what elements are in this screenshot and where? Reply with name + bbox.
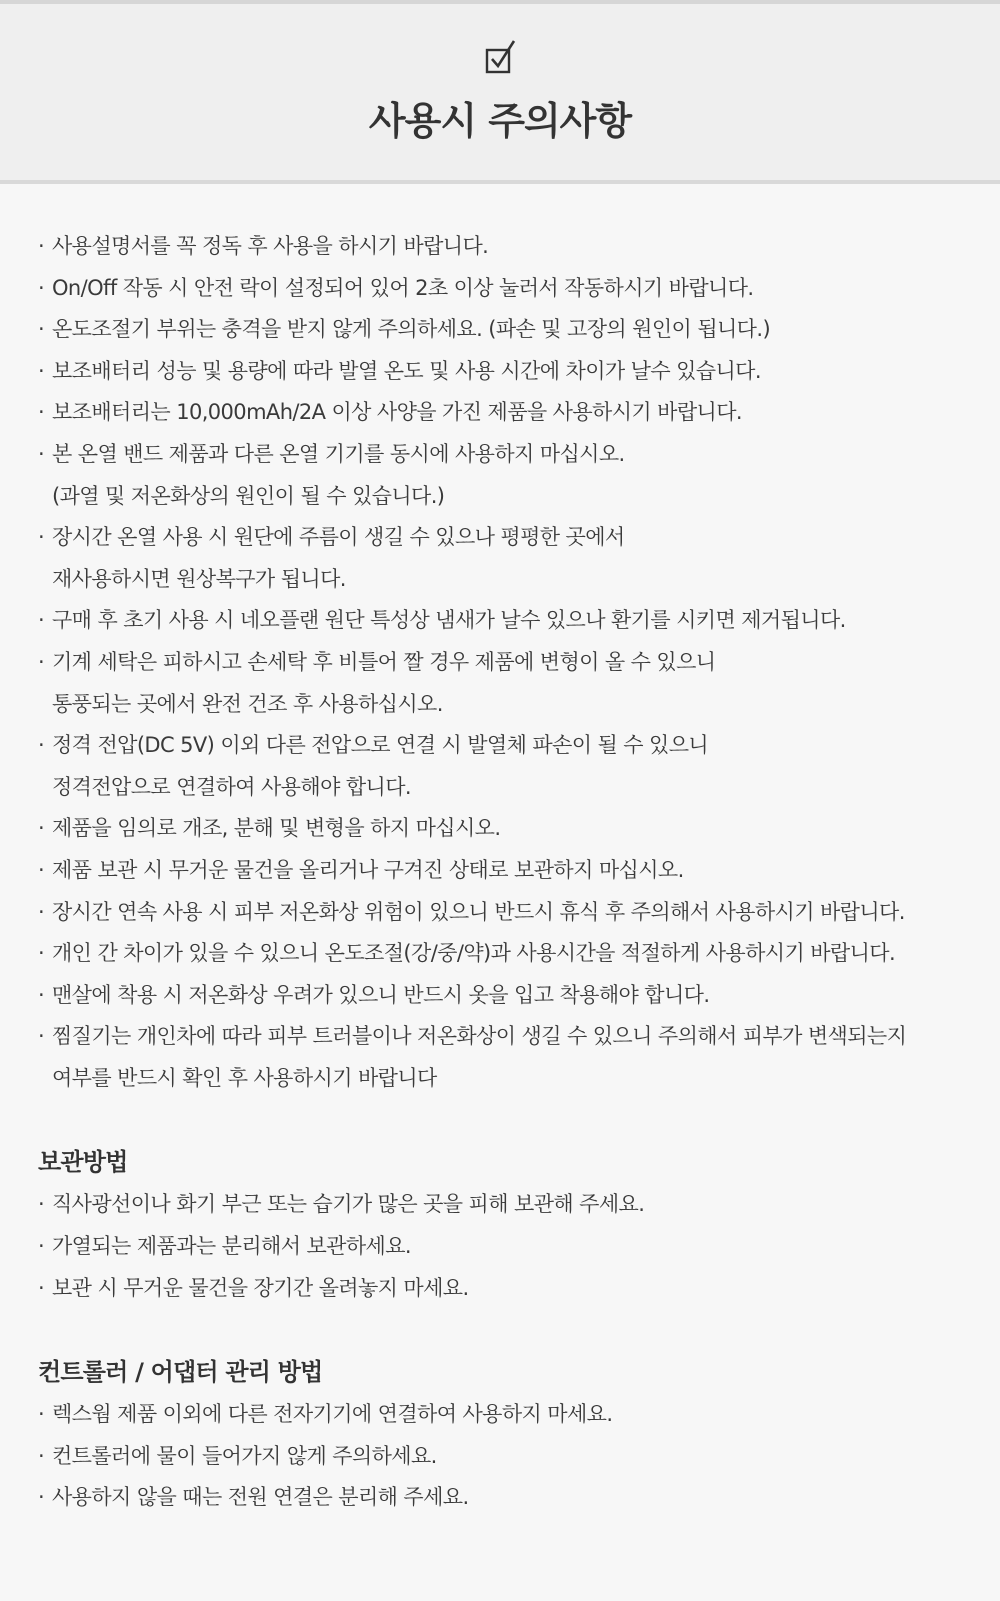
precaution-item <box>38 808 970 850</box>
bullet-mark: · <box>38 1275 45 1300</box>
bullet-mark: · <box>38 1234 45 1259</box>
bullet-mark: · <box>38 358 45 383</box>
item-line: 제품 보관 시 무거운 물건을 올리거나 구겨진 상태로 보관하지 마십시오. <box>52 857 684 882</box>
item-line: 기계 세탁은 피하시고 손세탁 후 비틀어 짤 경우 제품에 변형이 올 수 있으니 <box>52 649 716 674</box>
item-text <box>52 642 715 725</box>
item-text <box>52 892 905 934</box>
bullet-mark: · <box>38 816 45 841</box>
precaution-item <box>38 600 970 642</box>
content-body <box>0 184 1000 1519</box>
bullet-mark: · <box>38 857 45 882</box>
item-text <box>52 725 708 808</box>
item-text <box>52 1268 469 1310</box>
bullet-mark: · <box>38 899 45 924</box>
item-line: 보조배터리는 10,000mAh/2A 이상 사양을 가진 제품을 사용하시기 바랍니다. <box>52 400 742 425</box>
bullet-mark: · <box>38 649 45 674</box>
item-line: On/Off 작동 시 안전 락이 설정되어 있어 2초 이상 눌러서 작동하시기 바랍니다. <box>52 275 754 300</box>
item-line: 장시간 온열 사용 시 원단에 주름이 생길 수 있으나 평평한 곳에서 <box>52 525 625 550</box>
precaution-item <box>38 309 970 351</box>
item-line: 사용하지 않을 때는 전원 연결은 분리해 주세요. <box>52 1485 469 1510</box>
item-line: 맨살에 착용 시 저온화상 우려가 있으니 반드시 옷을 입고 착용해야 합니다. <box>52 982 710 1007</box>
bullet-mark: · <box>38 982 45 1007</box>
storage-section-title: 보관방법 <box>38 1148 128 1177</box>
item-line: 온도조절기 부위는 충격을 받지 않게 주의하세요. (파손 및 고장의 원인이 됩니다.) <box>52 317 771 342</box>
precaution-item <box>38 1016 970 1099</box>
bullet-mark: · <box>38 941 45 966</box>
header-banner <box>0 4 1000 184</box>
bullet-mark: · <box>38 1485 45 1510</box>
item-text <box>52 808 500 850</box>
item-line: 사용설명서를 꼭 정독 후 사용을 하시기 바랍니다. <box>52 234 489 258</box>
item-line: 보조배터리 성능 및 용량에 따라 발열 온도 및 사용 시간에 차이가 날수 있습니다. <box>52 358 761 383</box>
item-line: 정격 전압(DC 5V) 이외 다른 전압으로 연결 시 발열체 파손이 될 수 있으니 <box>52 733 709 758</box>
bullet-mark: · <box>38 400 45 425</box>
bullet-mark: · <box>38 441 45 466</box>
item-line: 구매 후 초기 사용 시 네오플랜 원단 특성상 냄새가 날수 있으나 환기를 시키면 제거됩니다. <box>52 608 846 633</box>
storage-list <box>38 1184 970 1309</box>
controller-list <box>38 1394 970 1519</box>
item-line: 장시간 연속 사용 시 피부 저온화상 위험이 있으니 반드시 휴식 후 주의해서 사용하시기 바랍니다. <box>52 899 905 924</box>
storage-section <box>38 1140 970 1309</box>
bullet-mark: · <box>38 275 45 300</box>
item-text <box>52 351 761 393</box>
item-line: 통풍되는 곳에서 완전 건조 후 사용하십시오. <box>52 691 443 716</box>
controller-item <box>38 1394 970 1436</box>
controller-section-title: 컨트롤러 / 어댑터 관리 방법 <box>38 1358 323 1387</box>
bullet-mark: · <box>38 1024 45 1049</box>
storage-item <box>38 1226 970 1268</box>
bullet-mark: · <box>38 608 45 633</box>
precaution-item <box>38 642 970 725</box>
item-text <box>52 268 754 310</box>
precaution-item <box>38 434 970 517</box>
item-line: 컨트롤러에 물이 들어가지 않게 주의하세요. <box>52 1443 437 1468</box>
precaution-item <box>38 933 970 975</box>
bullet-mark: · <box>38 317 45 342</box>
item-line: 보관 시 무거운 물건을 장기간 올려놓지 마세요. <box>52 1275 469 1300</box>
precaution-item <box>38 268 970 310</box>
item-text <box>52 309 770 351</box>
item-text <box>52 434 625 517</box>
item-line: (과열 및 저온화상의 원인이 될 수 있습니다.) <box>52 483 445 508</box>
precaution-item <box>38 850 970 892</box>
precaution-item <box>38 892 970 934</box>
bullet-mark: · <box>38 1192 45 1217</box>
item-text <box>52 975 709 1017</box>
bullet-mark: · <box>38 234 45 258</box>
item-text <box>52 1394 612 1436</box>
precaution-item <box>38 517 970 600</box>
controller-item <box>38 1436 970 1478</box>
item-line: 가열되는 제품과는 분리해서 보관하세요. <box>52 1234 411 1259</box>
controller-section <box>38 1350 970 1519</box>
precautions-list <box>38 226 970 1099</box>
controller-item <box>38 1477 970 1519</box>
item-text <box>52 1016 906 1099</box>
item-text <box>52 226 488 268</box>
item-text <box>52 1436 437 1478</box>
item-text <box>52 933 895 975</box>
item-text <box>52 600 846 642</box>
item-line: 제품을 임의로 개조, 분해 및 변형을 하지 마십시오. <box>52 816 501 841</box>
precaution-item <box>38 725 970 808</box>
item-line: 찜질기는 개인차에 따라 피부 트러블이나 저온화상이 생길 수 있으니 주의해서 피부가 변색되는지 <box>52 1024 907 1049</box>
bullet-mark: · <box>38 1443 45 1468</box>
item-text <box>52 517 625 600</box>
item-text <box>52 392 742 434</box>
item-line: 본 온열 밴드 제품과 다른 온열 기기를 동시에 사용하지 마십시오. <box>52 441 625 466</box>
bullet-mark: · <box>38 733 45 758</box>
bullet-mark: · <box>38 525 45 550</box>
bullet-mark: · <box>38 1402 45 1427</box>
item-line: 렉스웜 제품 이외에 다른 전자기기에 연결하여 사용하지 마세요. <box>52 1402 613 1427</box>
item-line: 개인 간 차이가 있을 수 있으니 온도조절(강/중/약)과 사용시간을 적절하게 사용하시기 바랍니다. <box>52 941 896 966</box>
precaution-item <box>38 392 970 434</box>
item-text <box>52 1226 411 1268</box>
storage-item <box>38 1184 970 1226</box>
precaution-item <box>38 975 970 1017</box>
storage-item <box>38 1268 970 1310</box>
item-text <box>52 850 684 892</box>
item-line: 재사용하시면 원상복구가 됩니다. <box>52 566 346 591</box>
item-line: 정격전압으로 연결하여 사용해야 합니다. <box>52 774 411 799</box>
item-text <box>52 1184 644 1226</box>
precaution-item <box>38 351 970 393</box>
checkbox-icon <box>483 38 517 76</box>
item-line: 여부를 반드시 확인 후 사용하시기 바랍니다 <box>52 1065 437 1090</box>
page-title: 사용시 주의사항 <box>368 99 632 143</box>
precaution-item <box>38 226 970 268</box>
item-line: 직사광선이나 화기 부근 또는 습기가 많은 곳을 피해 보관해 주세요. <box>52 1192 645 1217</box>
item-text <box>52 1477 469 1519</box>
